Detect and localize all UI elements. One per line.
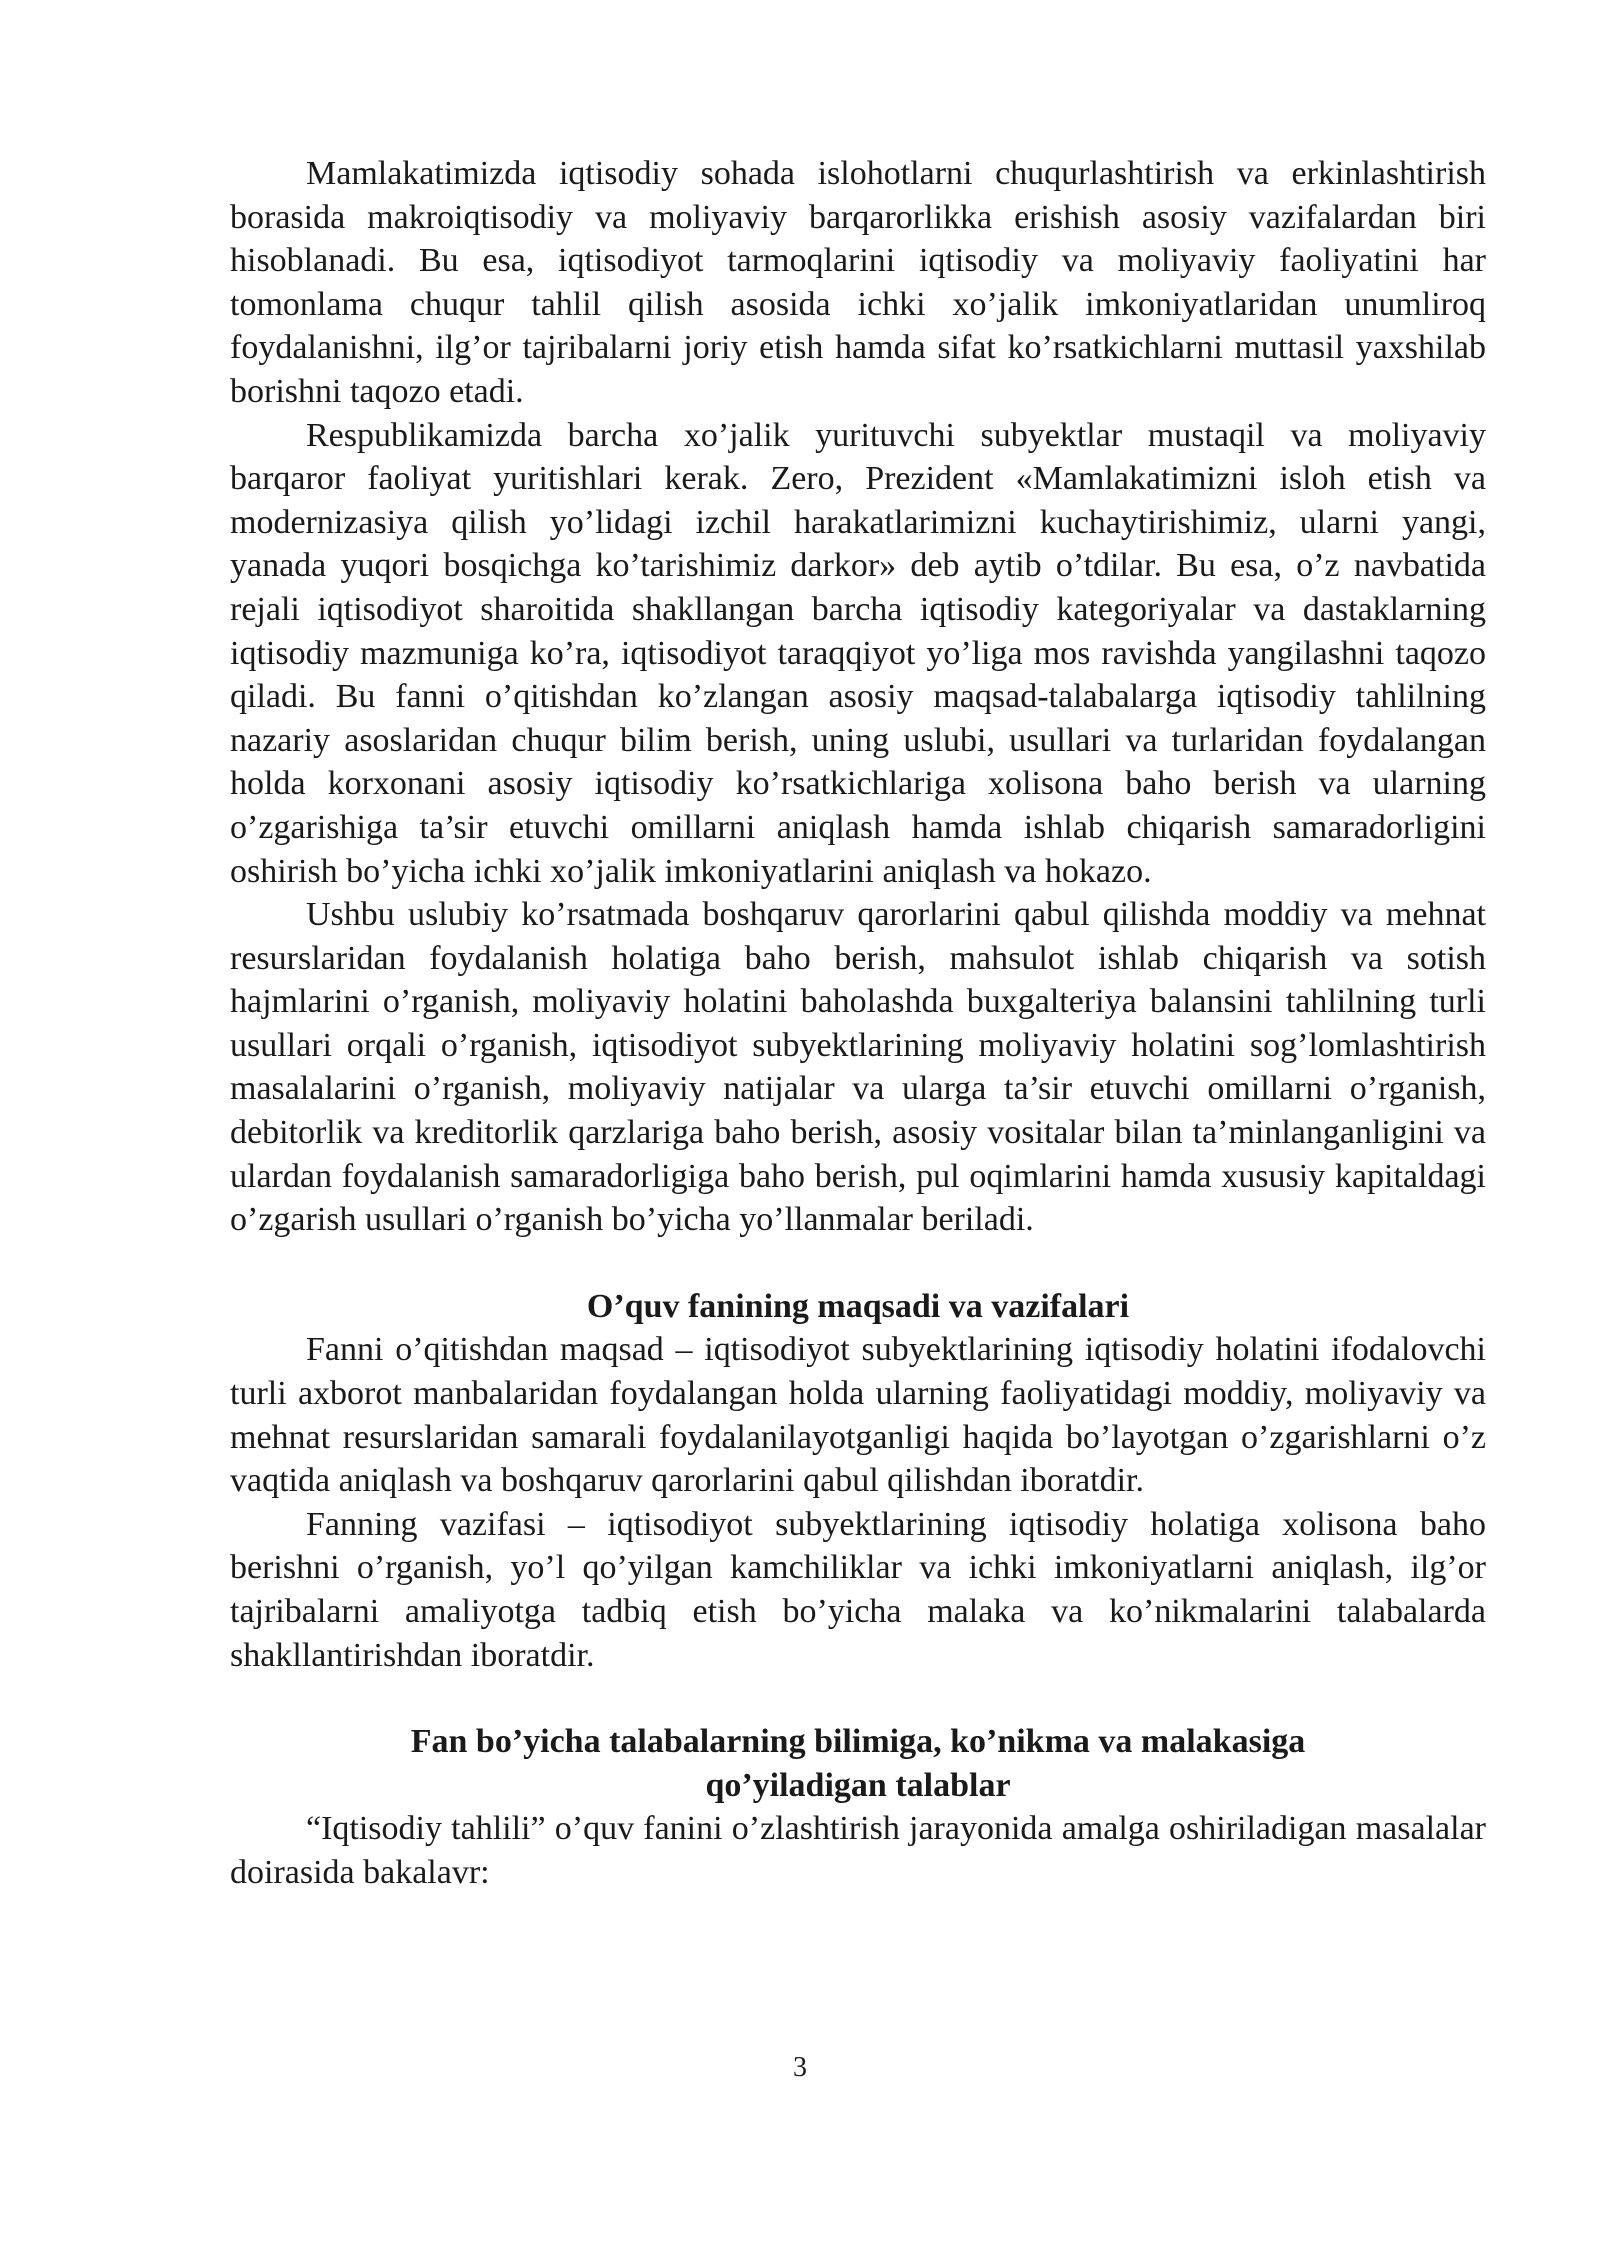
intro-paragraph-2: Respublikamizda barcha xo’jalik yurituvchi subyektlar mustaqil va moliyaviy barqaror faoliyat yuritishlari kerak. Zero, Prezident «Mamlakatimizni isloh etish va modernizasiya qilish yo’lidagi izchil harakatlarimizni kuchaytirishimiz, ularni yangi, yanada yuqori bosqichga ko’tarishimiz darkor» deb aytib o’tdilar. Bu esa, o’z navbatida rejali iqtisodiyot sharoitida shakllangan barcha iqtisodiy kategoriyalar va dastaklarning iqtisodiy mazmuniga ko’ra, iqtisodiyot taraqqiyot yo’liga mos ravishda yangilashni taqozo qiladi. Bu fanni o’qitishdan ko’zlangan asosiy maqsad-talabalarga iqtisodiy tahlilning nazariy asoslaridan chuqur bilim berish, uning uslubi, usullari va turlaridan foydalangan holda korxonani asosiy iqtisodiy ko’rsatkichlariga xolisona baho berish va ularning o’zgarishiga ta’sir etuvchi omillarni aniqlash hamda ishlab chiqarish samaradorligini oshirish bo’yicha ichki xo’jalik imkoniyatlarini aniqlash va hokazo. xyxy=(230,416,1486,890)
goals-paragraph-1: Fanni o’qitishdan maqsad – iqtisodiyot subyektlarining iqtisodiy holatini ifodalovchi turli axborot manbalaridan foydalangan holda ularning faoliyatidagi moddiy, moliyaviy va mehnat resurslaridan samarali foydalanilayotganligi haqida bo’layotgan o’zgarishlarni o’z vaqtida aniqlash va boshqaruv qarorlarini qabul qilishdan iboratdir. xyxy=(230,1331,1486,1500)
intro-paragraph-1: Mamlakatimizda iqtisodiy sohada islohotlarni chuqurlashtirish va erkinlashtirish borasida makroiqtisodiy va moliyaviy barqarorlikka erishish asosiy vazifalardan biri hisoblanadi. Bu esa, iqtisodiyot tarmoqlarini iqtisodiy va moliyaviy faoliyatini har tomonlama chuqur tahlil qilish asosida ichki xo’jalik imkoniyatlaridan unumliroq foydalanishni, ilg’or tajribalarni joriy etish hamda sifat ko’rsatkichlarni muttasil yaxshilab borishni taqozo etadi. xyxy=(230,155,1486,410)
section-heading-requirements xyxy=(230,1720,1486,1807)
section-heading-requirements-line2: qo’yiladigan talablar xyxy=(705,1766,1011,1804)
requirements-paragraph-1: “Iqtisodiy tahlili” o’quv fanini o’zlashtirish jarayonida amalga oshiriladigan masalalar doirasida bakalavr: xyxy=(230,1810,1486,1891)
section-heading-goals: O’quv fanining maqsadi va vazifalari xyxy=(586,1287,1130,1325)
goals-paragraph-2: Fanning vazifasi – iqtisodiyot subyektlarining iqtisodiy holatiga xolisona baho berishni o’rganish, yo’l qo’yilgan kamchiliklar va ichki imkoniyatlarni aniqlash, ilg’or tajribalarni amaliyotga tadbiq etish bo’yicha malaka va ko’nikmalarini talabalarda shakllantirishdan iboratdir. xyxy=(230,1505,1486,1674)
intro-paragraph-3: Ushbu uslubiy ko’rsatmada boshqaruv qarorlarini qabul qilishda moddiy va mehnat resurslaridan foydalanish holatiga baho berish, mahsulot ishlab chiqarish va sotish hajmlarini o’rganish, moliyaviy holatini baholashda buxgalteriya balansini tahlilning turli usullari orqali o’rganish, iqtisodiyot subyektlarining moliyaviy holatini sog’lomlashtirish masalalarini o’rganish, moliyaviy natijalar va ularga ta’sir etuvchi omillarni o’rganish, debitorlik va kreditorlik qarzlariga baho berish, asosiy vositalar bilan ta’minlanganligini va ulardan foydalanish samaradorligiga baho berish, pul oqimlarini hamda xususiy kapitaldagi o’zgarish usullari o’rganish bo’yicha yo’llanmalar beriladi. xyxy=(230,896,1486,1239)
page-number: 3 xyxy=(793,2052,807,2083)
section-heading-requirements-line1: Fan bo’yicha talabalarning bilimiga, ko’nikma va malakasiga xyxy=(410,1723,1306,1761)
document-page xyxy=(230,152,1486,1895)
